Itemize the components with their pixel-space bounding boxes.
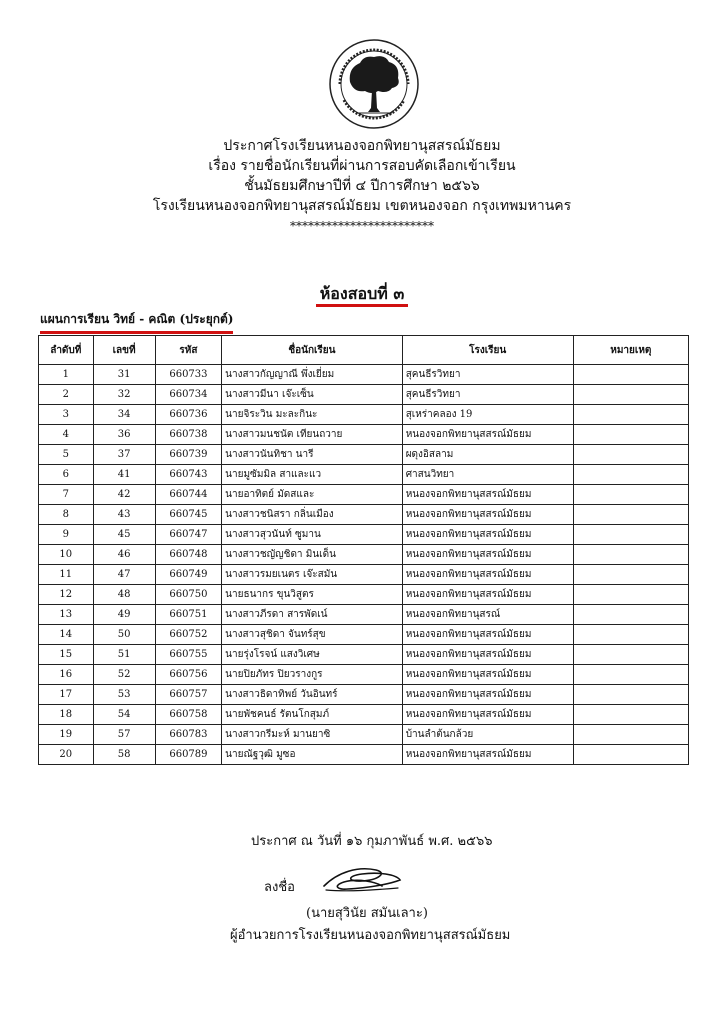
cell-order: 5 (39, 445, 94, 465)
cell-school: หนองจอกพิทยานุสสรณ์มัธยม (402, 545, 573, 565)
cell-number: 50 (93, 625, 155, 645)
column-header-number: เลขที่ (93, 336, 155, 365)
cell-order: 10 (39, 545, 94, 565)
cell-order: 13 (39, 605, 94, 625)
table-row (39, 365, 689, 385)
cell-id: 660750 (155, 585, 221, 605)
cell-number: 48 (93, 585, 155, 605)
announcement-grade-year: ชั้นมัธยมศึกษาปีที่ ๔ ปีการศึกษา ๒๕๖๖ (244, 178, 480, 194)
cell-order: 9 (39, 525, 94, 545)
cell-student-name: นางสาวสุวนันท์ ซูมาน (222, 525, 403, 545)
table-row (39, 525, 689, 545)
cell-school: ผดุงอิสลาม (402, 445, 573, 465)
table-row (39, 645, 689, 665)
cell-number: 51 (93, 645, 155, 665)
cell-id: 660743 (155, 465, 221, 485)
cell-school: หนองจอกพิทยานุสสรณ์มัธยม (402, 485, 573, 505)
cell-id: 660756 (155, 665, 221, 685)
cell-id: 660738 (155, 425, 221, 445)
cell-id: 660752 (155, 625, 221, 645)
cell-school: หนองจอกพิทยานุสสรณ์มัธยม (402, 705, 573, 725)
cell-number: 54 (93, 705, 155, 725)
signature-image (318, 862, 408, 896)
cell-student-name: นายณัฐวุฒิ มูซอ (222, 745, 403, 765)
table-row (39, 545, 689, 565)
cell-student-name: นายธนากร ขุนวิสูตร (222, 585, 403, 605)
cell-remark (573, 425, 688, 445)
cell-order: 12 (39, 585, 94, 605)
cell-student-name: นางสาวชญัญชิดา มินเด็น (222, 545, 403, 565)
cell-order: 1 (39, 365, 94, 385)
cell-school: หนองจอกพิทยานุสสรณ์มัธยม (402, 645, 573, 665)
cell-order: 11 (39, 565, 94, 585)
table-row (39, 665, 689, 685)
cell-student-name: นายปิยภัทร ปิยวรางกูร (222, 665, 403, 685)
cell-student-name: นางสาวกัญญาณี พึ่งเยี่ยม (222, 365, 403, 385)
cell-student-name: นางสาวธิดาทิพย์ วันอินทร์ (222, 685, 403, 705)
cell-order: 16 (39, 665, 94, 685)
cell-order: 14 (39, 625, 94, 645)
cell-school: สุคนธีรวิทยา (402, 385, 573, 405)
column-header-order: ลำดับที่ (39, 336, 94, 365)
cell-school: หนองจอกพิทยานุสรณ์ (402, 605, 573, 625)
cell-order: 8 (39, 505, 94, 525)
announcement-title: ประกาศโรงเรียนหนองจอกพิทยานุสสรณ์มัธยม (223, 138, 501, 154)
column-header-remark: หมายเหตุ (573, 336, 688, 365)
cell-remark (573, 385, 688, 405)
cell-student-name: นางสาวนันทิชา นารี (222, 445, 403, 465)
table-row (39, 385, 689, 405)
table-header-row (39, 336, 689, 365)
cell-remark (573, 565, 688, 585)
cell-id: 660745 (155, 505, 221, 525)
cell-number: 52 (93, 665, 155, 685)
cell-order: 7 (39, 485, 94, 505)
cell-school: หนองจอกพิทยานุสสรณ์มัธยม (402, 525, 573, 545)
table-row (39, 585, 689, 605)
table-row (39, 565, 689, 585)
cell-student-name: นางสาวมีนา เจ๊ะเซ็น (222, 385, 403, 405)
table-row (39, 405, 689, 425)
cell-order: 2 (39, 385, 94, 405)
cell-id: 660748 (155, 545, 221, 565)
cell-order: 20 (39, 745, 94, 765)
cell-remark (573, 365, 688, 385)
cell-number: 45 (93, 525, 155, 545)
cell-number: 42 (93, 485, 155, 505)
header-separator: ************************ (290, 219, 434, 233)
cell-id: 660783 (155, 725, 221, 745)
cell-school: หนองจอกพิทยานุสสรณ์มัธยม (402, 585, 573, 605)
table-row (39, 685, 689, 705)
cell-school: หนองจอกพิทยานุสสรณ์มัธยม (402, 685, 573, 705)
table-row (39, 705, 689, 725)
cell-order: 4 (39, 425, 94, 445)
cell-id: 660734 (155, 385, 221, 405)
cell-school: บ้านลำต้นกล้วย (402, 725, 573, 745)
announcement-date: ประกาศ ณ วันที่ ๑๖ กุมภาพันธ์ พ.ศ. ๒๕๖๖ (251, 834, 493, 849)
cell-remark (573, 645, 688, 665)
table-row (39, 465, 689, 485)
cell-school: สุคนธีรวิทยา (402, 365, 573, 385)
school-seal-tree-icon (328, 38, 420, 130)
cell-remark (573, 445, 688, 465)
table-row (39, 625, 689, 645)
cell-remark (573, 705, 688, 725)
cell-number: 43 (93, 505, 155, 525)
cell-school: หนองจอกพิทยานุสสรณ์มัธยม (402, 565, 573, 585)
table-row (39, 745, 689, 765)
cell-number: 47 (93, 565, 155, 585)
signer-name: (นายสุวินัย สมันเลาะ) (306, 906, 428, 921)
cell-remark (573, 745, 688, 765)
cell-number: 53 (93, 685, 155, 705)
column-header-id: รหัส (155, 336, 221, 365)
cell-number: 46 (93, 545, 155, 565)
study-plan-label: แผนการเรียน วิทย์ - คณิต (ประยุกต์) (40, 310, 233, 334)
cell-school: หนองจอกพิทยานุสสรณ์มัธยม (402, 745, 573, 765)
sign-label: ลงชื่อ (264, 880, 295, 895)
cell-remark (573, 725, 688, 745)
table-row (39, 425, 689, 445)
cell-number: 32 (93, 385, 155, 405)
cell-remark (573, 465, 688, 485)
exam-room-heading (0, 282, 724, 307)
cell-id: 660758 (155, 705, 221, 725)
cell-id: 660755 (155, 645, 221, 665)
cell-number: 49 (93, 605, 155, 625)
cell-student-name: นายจิระวิน มะละกินะ (222, 405, 403, 425)
cell-school: หนองจอกพิทยานุสสรณ์มัธยม (402, 625, 573, 645)
cell-student-name: นางสาวสุชิดา จันทร์สุข (222, 625, 403, 645)
cell-id: 660747 (155, 525, 221, 545)
cell-school: สุเหร่าคลอง 19 (402, 405, 573, 425)
table-row (39, 605, 689, 625)
cell-number: 41 (93, 465, 155, 485)
cell-number: 34 (93, 405, 155, 425)
cell-remark (573, 525, 688, 545)
cell-student-name: นายอาทิตย์ มัดสและ (222, 485, 403, 505)
cell-id: 660789 (155, 745, 221, 765)
cell-school: หนองจอกพิทยานุสสรณ์มัธยม (402, 665, 573, 685)
cell-id: 660736 (155, 405, 221, 425)
cell-school: หนองจอกพิทยานุสสรณ์มัธยม (402, 425, 573, 445)
table-row (39, 445, 689, 465)
announcement-school-location: โรงเรียนหนองจอกพิทยานุสสรณ์มัธยม เขตหนองจอก กรุงเทพมหานคร (152, 198, 572, 214)
cell-number: 36 (93, 425, 155, 445)
cell-student-name: นายมูซัมมิล สาและแว (222, 465, 403, 485)
student-list-table (38, 335, 689, 765)
cell-order: 19 (39, 725, 94, 745)
cell-order: 6 (39, 465, 94, 485)
cell-school: หนองจอกพิทยานุสสรณ์มัธยม (402, 505, 573, 525)
cell-number: 58 (93, 745, 155, 765)
column-header-student-name: ชื่อนักเรียน (222, 336, 403, 365)
table-row (39, 485, 689, 505)
cell-student-name: นางสาวมนชนัต เทียนถวาย (222, 425, 403, 445)
cell-id: 660739 (155, 445, 221, 465)
cell-remark (573, 485, 688, 505)
cell-student-name: นางสาวภีรดา สารพัดเน์ (222, 605, 403, 625)
table-row (39, 505, 689, 525)
cell-remark (573, 685, 688, 705)
cell-remark (573, 585, 688, 605)
exam-room-title: ห้องสอบที่ ๓ (316, 284, 409, 307)
cell-id: 660733 (155, 365, 221, 385)
cell-order: 3 (39, 405, 94, 425)
cell-id: 660757 (155, 685, 221, 705)
cell-student-name: นางสาวรมยเนตร เจ๊ะสมัน (222, 565, 403, 585)
cell-remark (573, 625, 688, 645)
table-row (39, 725, 689, 745)
cell-student-name: นายรุ่งโรจน์ แสงวิเศษ (222, 645, 403, 665)
cell-id: 660744 (155, 485, 221, 505)
announcement-subject: เรื่อง รายชื่อนักเรียนที่ผ่านการสอบคัดเลือกเข้าเรียน (208, 158, 516, 174)
cell-order: 15 (39, 645, 94, 665)
cell-number: 37 (93, 445, 155, 465)
signer-position: ผู้อำนวยการโรงเรียนหนองจอกพิทยานุสสรณ์มัธยม (230, 928, 511, 943)
cell-remark (573, 545, 688, 565)
column-header-school: โรงเรียน (402, 336, 573, 365)
cell-remark (573, 665, 688, 685)
cell-remark (573, 605, 688, 625)
cell-student-name: นางสาวกรีมะห์ มานยาซิ (222, 725, 403, 745)
cell-number: 57 (93, 725, 155, 745)
announcement-header (0, 136, 724, 236)
cell-order: 17 (39, 685, 94, 705)
cell-student-name: นางสาวชนิสรา กลิ่นเมือง (222, 505, 403, 525)
cell-student-name: นายพัชคนธ์ รัตนโกสุมภ์ (222, 705, 403, 725)
cell-id: 660749 (155, 565, 221, 585)
cell-order: 18 (39, 705, 94, 725)
cell-remark (573, 405, 688, 425)
cell-number: 31 (93, 365, 155, 385)
cell-school: ศาสนวิทยา (402, 465, 573, 485)
cell-remark (573, 505, 688, 525)
cell-id: 660751 (155, 605, 221, 625)
